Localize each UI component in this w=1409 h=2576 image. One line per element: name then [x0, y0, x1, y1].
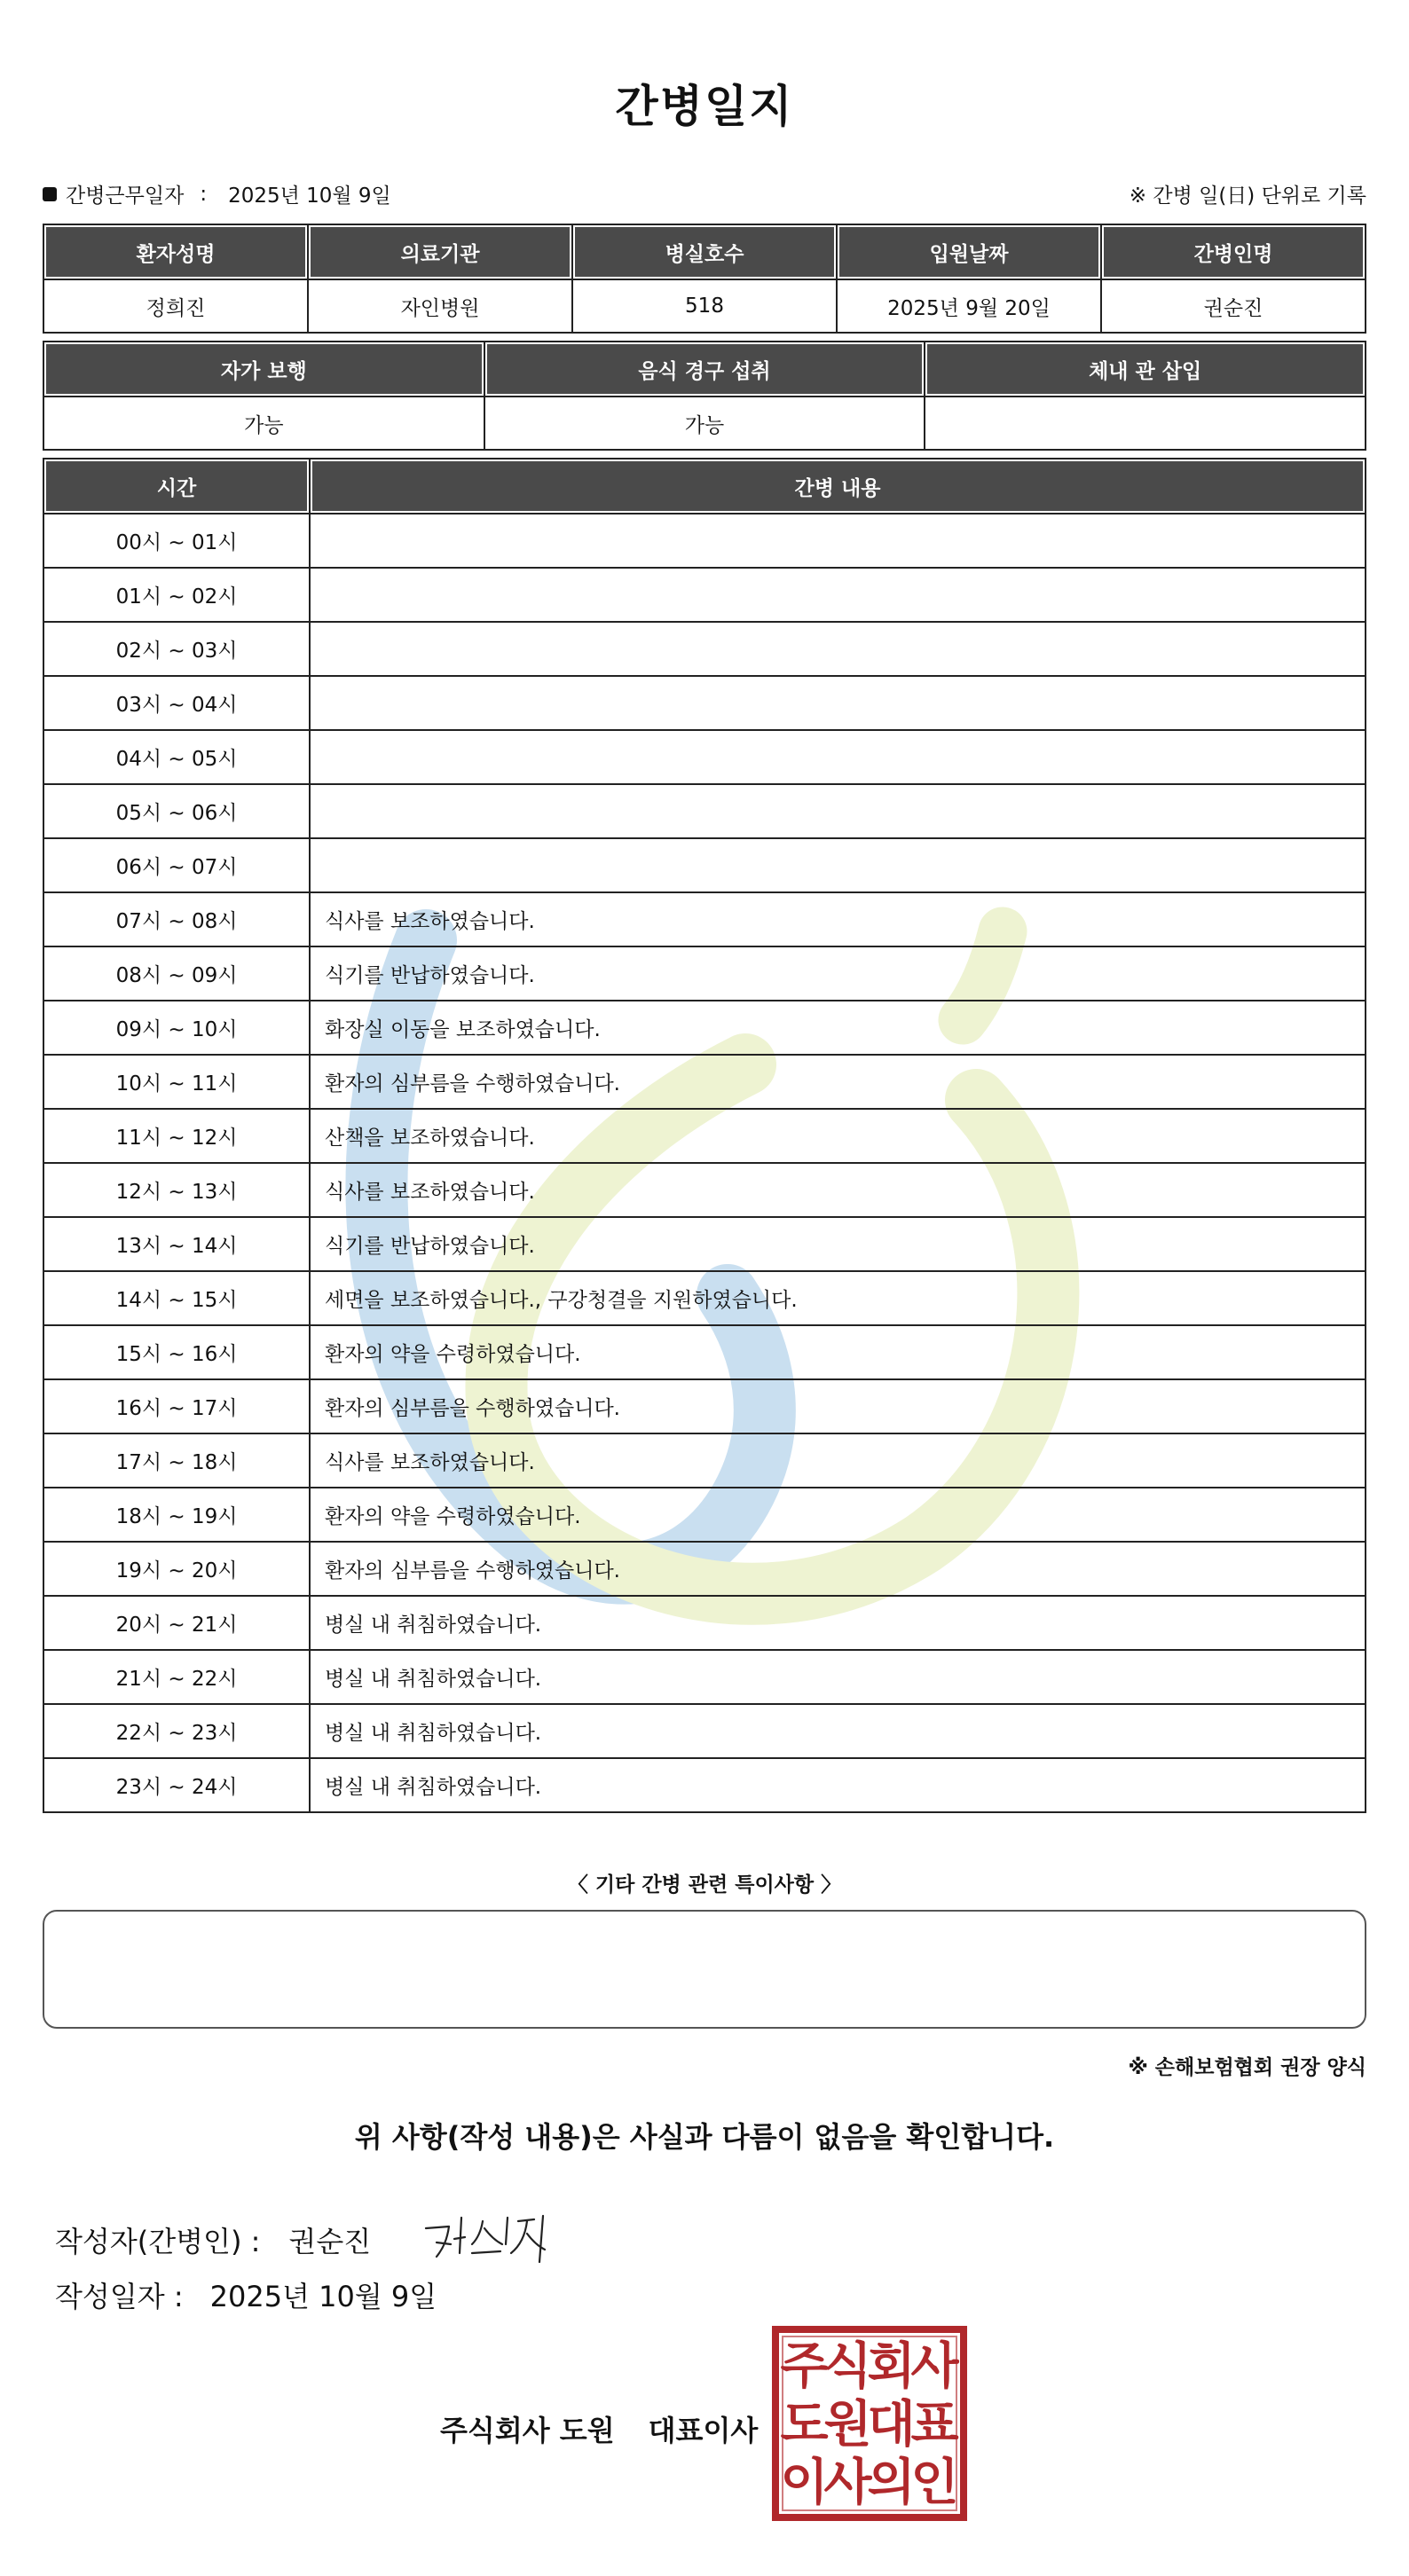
log-time-cell: 12시 ~ 13시: [43, 1163, 310, 1217]
log-content-cell: [310, 514, 1366, 568]
log-time-cell: 02시 ~ 03시: [43, 622, 310, 676]
log-content-cell: 병실 내 취침하였습니다.: [310, 1704, 1366, 1758]
company-line: [440, 2408, 758, 2449]
log-row: [43, 892, 1366, 946]
log-row: [43, 1650, 1366, 1704]
header-tube-insertion: 체내 관 삽입: [925, 342, 1366, 397]
log-content-cell: [310, 838, 1366, 892]
log-content-cell: 식사를 보조하였습니다.: [310, 892, 1366, 946]
header-room-number: 병실호수: [572, 224, 837, 279]
log-row: [43, 838, 1366, 892]
ceo-title: 대표이사: [648, 2414, 759, 2447]
log-time-cell: 13시 ~ 14시: [43, 1217, 310, 1271]
log-content-cell: 산책을 보조하였습니다.: [310, 1109, 1366, 1163]
log-time-cell: 03시 ~ 04시: [43, 676, 310, 730]
log-content-cell: 환자의 심부름을 수행하였습니다.: [310, 1055, 1366, 1109]
log-time-cell: 17시 ~ 18시: [43, 1433, 310, 1488]
signature-icon: [419, 2209, 570, 2271]
header-hospital: 의료기관: [308, 224, 572, 279]
hourly-care-log-table: [43, 458, 1366, 1813]
header-caregiver-name: 간병인명: [1101, 224, 1366, 279]
patient-value-row: [43, 279, 1366, 333]
log-row: [43, 622, 1366, 676]
log-content-cell: 식기를 반납하였습니다.: [310, 946, 1366, 1001]
log-content-cell: 병실 내 취침하였습니다.: [310, 1650, 1366, 1704]
log-row: [43, 514, 1366, 568]
log-time-cell: 18시 ~ 19시: [43, 1488, 310, 1542]
work-date-colon: :: [200, 182, 208, 206]
seal-character: 사: [823, 2454, 872, 2512]
log-time-cell: 01시 ~ 02시: [43, 568, 310, 622]
writer-label: 작성자(간병인) :: [55, 2225, 261, 2258]
log-row: [43, 1596, 1366, 1650]
seal-character: 사: [910, 2337, 959, 2396]
log-row: [43, 1163, 1366, 1217]
log-row: [43, 1325, 1366, 1379]
log-content-cell: 환자의 약을 수령하였습니다.: [310, 1488, 1366, 1542]
seal-character: 표: [910, 2396, 959, 2454]
log-content-cell: 환자의 심부름을 수행하였습니다.: [310, 1542, 1366, 1596]
bullet-square-icon: [43, 187, 57, 201]
work-date-label: 간병근무일자: [66, 185, 185, 208]
log-time-cell: 23시 ~ 24시: [43, 1758, 310, 1812]
write-date-line: [55, 2274, 437, 2315]
log-time-cell: 07시 ~ 08시: [43, 892, 310, 946]
write-date-value: 2025년 10월 9일: [209, 2280, 437, 2313]
remarks-field[interactable]: [43, 1910, 1366, 2029]
log-time-cell: 09시 ~ 10시: [43, 1001, 310, 1055]
header-oral-intake: 음식 경구 섭취: [484, 342, 925, 397]
log-content-cell: [310, 676, 1366, 730]
write-date-label: 작성일자 :: [55, 2280, 184, 2313]
log-content-cell: 식사를 보조하였습니다.: [310, 1163, 1366, 1217]
tube-insertion-value: [925, 397, 1366, 450]
log-time-cell: 21시 ~ 22시: [43, 1650, 310, 1704]
seal-character: 인: [910, 2454, 959, 2512]
work-date-line: [43, 179, 391, 208]
log-row: [43, 946, 1366, 1001]
recommend-note: ※ 손해보험협회 권장 양식: [1128, 2056, 1366, 2079]
log-row: [43, 1379, 1366, 1433]
log-time-cell: 20시 ~ 21시: [43, 1596, 310, 1650]
log-row: [43, 1542, 1366, 1596]
log-time-cell: 06시 ~ 07시: [43, 838, 310, 892]
company-name: 주식회사 도원: [440, 2414, 615, 2447]
header-self-walking: 자가 보행: [43, 342, 484, 397]
remarks-title: 〈 기타 간병 관련 특이사항 〉: [567, 1873, 842, 1897]
header-patient-name: 환자성명: [43, 224, 308, 279]
patient-info-table: [43, 224, 1366, 334]
log-row: [43, 730, 1366, 784]
log-time-cell: 04시 ~ 05시: [43, 730, 310, 784]
log-time-cell: 11시 ~ 12시: [43, 1109, 310, 1163]
unit-note: ※ 간병 일(日) 단위로 기록: [1129, 185, 1366, 208]
log-row: [43, 1758, 1366, 1812]
log-row: [43, 1271, 1366, 1325]
header-admission-date: 입원날짜: [837, 224, 1101, 279]
patient-header-row: [43, 224, 1366, 279]
log-time-cell: 19시 ~ 20시: [43, 1542, 310, 1596]
document-title: 간병일지: [615, 81, 794, 132]
seal-character: 원: [823, 2396, 872, 2454]
self-walking-value: 가능: [43, 397, 484, 450]
seal-character: 주: [780, 2337, 829, 2396]
log-content-cell: 세면을 보조하였습니다., 구강청결을 지원하였습니다.: [310, 1271, 1366, 1325]
seal-character: 이: [780, 2454, 829, 2512]
log-content-cell: 병실 내 취침하였습니다.: [310, 1596, 1366, 1650]
company-seal-stamp: [770, 2324, 969, 2523]
log-row: [43, 1488, 1366, 1542]
confirmation-statement: 위 사항(작성 내용)은 사실과 다름이 없음을 확인합니다.: [354, 2120, 1055, 2154]
patient-status-table: [43, 341, 1366, 451]
log-time-cell: 16시 ~ 17시: [43, 1379, 310, 1433]
log-content-cell: [310, 784, 1366, 838]
room-number: 518: [572, 279, 837, 333]
log-row: [43, 1704, 1366, 1758]
log-time-cell: 05시 ~ 06시: [43, 784, 310, 838]
log-content-cell: 환자의 약을 수령하였습니다.: [310, 1325, 1366, 1379]
patient-name: 정희진: [43, 279, 308, 333]
log-time-cell: 08시 ~ 09시: [43, 946, 310, 1001]
log-time-cell: 14시 ~ 15시: [43, 1271, 310, 1325]
log-time-cell: 22시 ~ 23시: [43, 1704, 310, 1758]
header-care-content: 간병 내용: [310, 459, 1366, 514]
log-time-cell: 15시 ~ 16시: [43, 1325, 310, 1379]
seal-character: 도: [780, 2396, 829, 2454]
writer-name: 권순진: [288, 2225, 372, 2258]
log-content-cell: 환자의 심부름을 수행하였습니다.: [310, 1379, 1366, 1433]
seal-character: 대: [867, 2396, 916, 2454]
hospital-name: 자인병원: [308, 279, 572, 333]
admission-date: 2025년 9월 20일: [837, 279, 1101, 333]
writer-line: [55, 2209, 570, 2271]
oral-intake-value: 가능: [484, 397, 925, 450]
log-content-cell: 병실 내 취침하였습니다.: [310, 1758, 1366, 1812]
log-content-cell: 화장실 이동을 보조하였습니다.: [310, 1001, 1366, 1055]
seal-character: 식: [823, 2337, 872, 2396]
log-row: [43, 1109, 1366, 1163]
log-row: [43, 1217, 1366, 1271]
log-content-cell: 식기를 반납하였습니다.: [310, 1217, 1366, 1271]
log-row: [43, 1001, 1366, 1055]
log-content-cell: 식사를 보조하였습니다.: [310, 1433, 1366, 1488]
seal-character: 의: [867, 2454, 916, 2512]
log-time-cell: 00시 ~ 01시: [43, 514, 310, 568]
log-row: [43, 1433, 1366, 1488]
log-header-row: [43, 459, 1366, 514]
status-header-row: [43, 342, 1366, 397]
log-row: [43, 676, 1366, 730]
log-row: [43, 784, 1366, 838]
log-time-cell: 10시 ~ 11시: [43, 1055, 310, 1109]
log-content-cell: [310, 730, 1366, 784]
caregiver-name: 권순진: [1101, 279, 1366, 333]
log-content-cell: [310, 568, 1366, 622]
seal-character: 회: [867, 2337, 916, 2396]
log-row: [43, 568, 1366, 622]
header-time: 시간: [43, 459, 310, 514]
work-date-value: 2025년 10월 9일: [228, 185, 391, 208]
log-row: [43, 1055, 1366, 1109]
log-content-cell: [310, 622, 1366, 676]
status-value-row: [43, 397, 1366, 450]
